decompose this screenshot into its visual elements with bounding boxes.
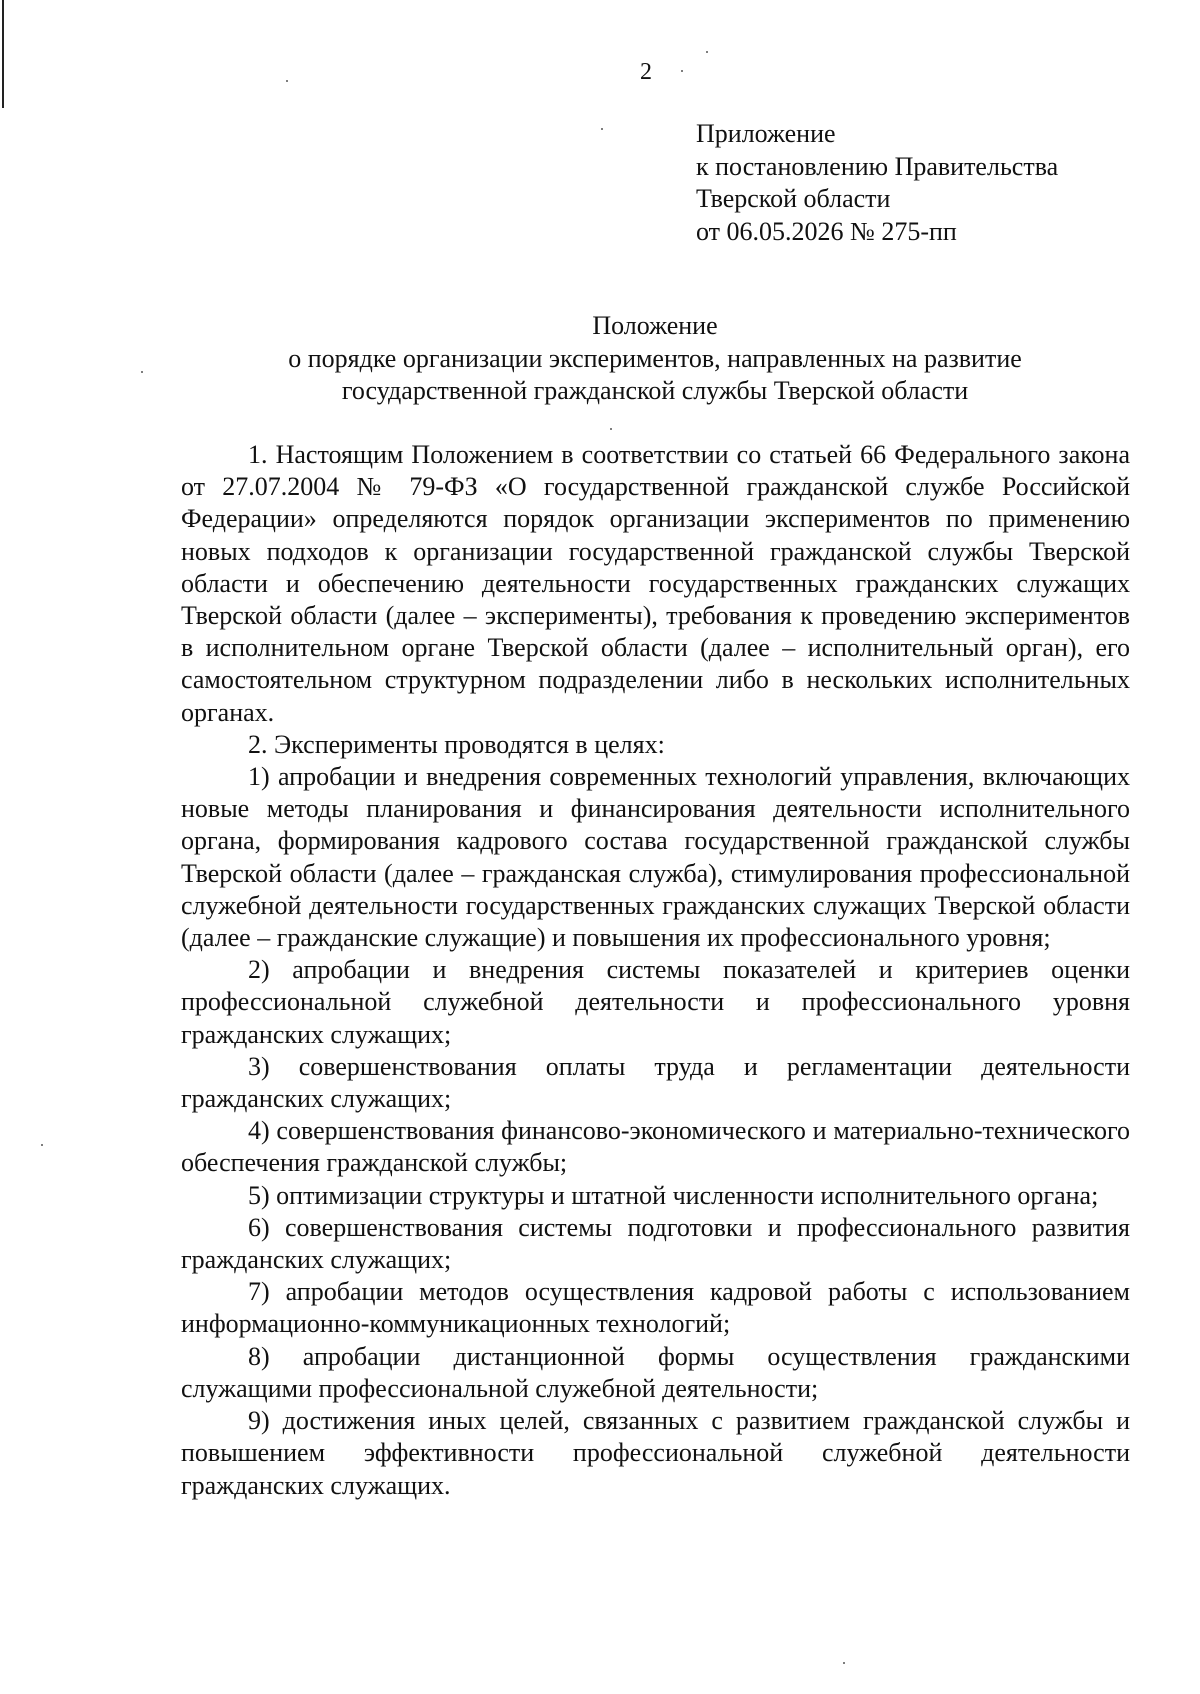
list-item-5: 5) оптимизации структуры и штатной численности исполнительного органа; xyxy=(248,1180,1099,1210)
list-item-3: 3) совершенствования оплаты труда и регламентации деятельности гражданских служащих; xyxy=(181,1051,1130,1114)
scan-speck xyxy=(41,1144,43,1146)
paragraph-1: 1. Настоящим Положением в соответствии со статьей 66 Федерального закона от 27.07.2004 № 79-ФЗ «О государственной гражданской службе Российской Федерации» определяются порядок организации экспериментов по применению новых подходов к организации государственной гражданской службы Тверской области и обеспечению деятельности государственных гражданских служащих Тверской области (далее – эксперименты), требования к проведению экспериментов в исполнительном органе Тверской области (далее – исполнительный орган), его самостоятельном структурном подразделении либо в нескольких исполнительных органах. xyxy=(181,440,1130,727)
document-body xyxy=(181,439,1130,1502)
scan-speck xyxy=(610,428,612,430)
appendix-header xyxy=(696,118,1058,248)
appendix-line-3: Тверской области xyxy=(696,184,891,213)
scan-speck xyxy=(706,51,708,53)
scan-edge-line xyxy=(2,0,4,108)
scan-speck xyxy=(286,80,288,82)
document-title xyxy=(180,310,1130,408)
list-item-4: 4) совершенствования финансово-экономического и материально-технического обеспечения гражданской службы; xyxy=(181,1116,1130,1178)
title-line-3: государственной гражданской службы Тверской области xyxy=(341,376,969,405)
list-item-9: 9) достижения иных целей, связанных с развитием гражданской службы и повышением эффективности профессиональной служебной деятельности гражданских служащих. xyxy=(181,1406,1130,1500)
appendix-line-1: Приложение xyxy=(696,119,836,148)
page-number: 2 xyxy=(640,59,652,85)
scan-speck xyxy=(681,70,683,72)
list-item-7: 7) апробации методов осуществления кадровой работы с использованием информационно-коммуникационных технологий; xyxy=(181,1277,1130,1339)
appendix-line-4: от 06.05.2026 № 275-пп xyxy=(696,216,957,246)
list-item-6: 6) совершенствования системы подготовки и профессионального развития гражданских служащих; xyxy=(181,1212,1130,1275)
list-item-2: 2) апробации и внедрения системы показателей и критериев оценки профессиональной служебной деятельности и профессионального уровня гражданских служащих; xyxy=(181,955,1130,1049)
list-item-8: 8) апробации дистанционной формы осуществления гражданскими служащими профессиональной служебной деятельности; xyxy=(181,1341,1130,1403)
scan-speck xyxy=(601,128,603,130)
title-line-1: Положение xyxy=(592,311,718,340)
scan-speck xyxy=(843,1662,845,1664)
paragraph-2: 2. Эксперименты проводятся в целях: xyxy=(248,729,665,759)
title-line-2: о порядке организации экспериментов, направленных на развитие xyxy=(288,343,1022,373)
list-item-1: 1) апробации и внедрения современных технологий управления, включающих новые методы планирования и финансирования деятельности исполнительного органа, формирования кадрового состава государственной гражданской службы Тверской области (далее – гражданская служба), стимулирования профессиональной служебной деятельности государственных гражданских служащих Тверской области (далее – гражданские служащие) и повышения их профессионального уровня; xyxy=(181,762,1130,953)
scan-speck xyxy=(141,371,143,373)
appendix-line-2: к постановлению Правительства xyxy=(696,151,1059,181)
